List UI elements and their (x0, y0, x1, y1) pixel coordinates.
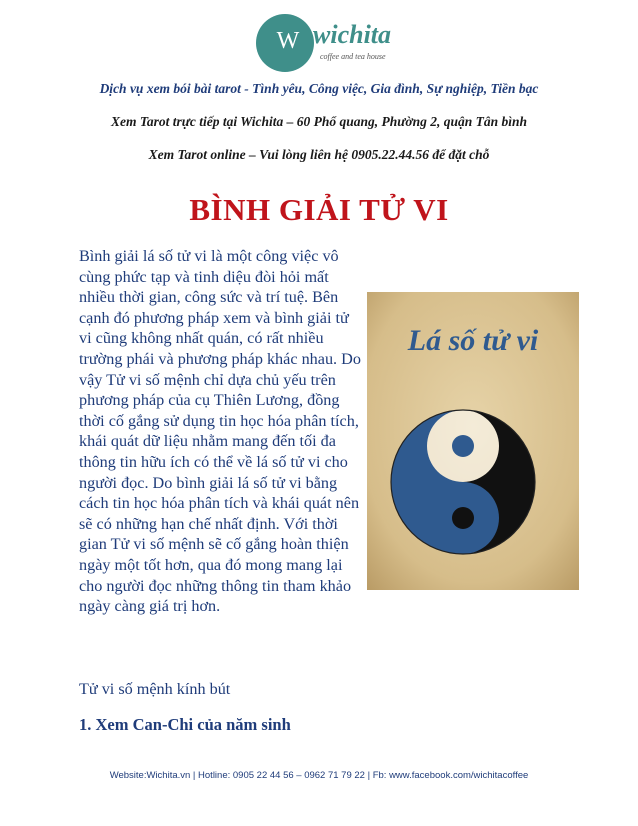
wichita-logo (256, 12, 392, 76)
image-caption: Lá số tử vi (407, 324, 539, 357)
logo-tagline: coffee and tea house (320, 52, 386, 61)
logo-name: wichita (313, 20, 392, 49)
page-title: BÌNH GIẢI TỬ VI (189, 192, 449, 227)
la-so-tu-vi-image (367, 292, 579, 590)
header-online-contact: Xem Tarot online – Vui lòng liên hệ 0905.22.44.56 để đặt chỗ (148, 147, 490, 162)
logo-initials: W (276, 28, 296, 54)
body-section (79, 246, 579, 617)
header-services: Dịch vụ xem bói bài tarot - Tình yêu, Công việc, Gia đình, Sự nghiệp, Tiền bạc (99, 81, 539, 96)
body-paragraph: Bình giải lá số tử vi là một công việc vô cùng phức tạp và tinh diệu đòi hỏi mất nhiều thời gian, công sức và trí tuệ. Bên cạnh đó phương pháp xem và bình giải tử vi cũng không nhất quán, có rất nhiều trường phái và phương pháp khác nhau. Do vậy Tử vi số mệnh chỉ dựa chủ yếu trên phương pháp của cụ Thiên Lương, đồng thời cố gắng sử dụng tin học hóa phân tích, khái quát dữ liệu nhằm mang đến tối đa thông tin hữu ích có thể về lá số tử vi cho người đọc. Do bình giải lá số tử vi bằng cách tin học hóa phân tích và khái quát nên sẽ có những hạn chế nhất định. Với thời gian Tử vi số mệnh sẽ cố gắng hoàn thiện ngày một tốt hơn, qua đó mong mang lại cho người đọc những thông tin tham khảo ngày càng giá trị hơn. (79, 247, 361, 616)
section-heading: 1. Xem Can-Chi của năm sinh (79, 715, 291, 734)
footer-contact: Website:Wichita.vn | Hotline: 0905 22 44 56 – 0962 71 79 22 | Fb: www.facebook.com/wichitacoffee (109, 770, 529, 781)
yin-yang-icon (391, 410, 535, 554)
logo-circle (256, 14, 314, 72)
header-address: Xem Tarot trực tiếp tại Wichita – 60 Phổ quang, Phường 2, quận Tân bình (110, 114, 527, 129)
signature: Tử vi số mệnh kính bút (79, 680, 231, 698)
